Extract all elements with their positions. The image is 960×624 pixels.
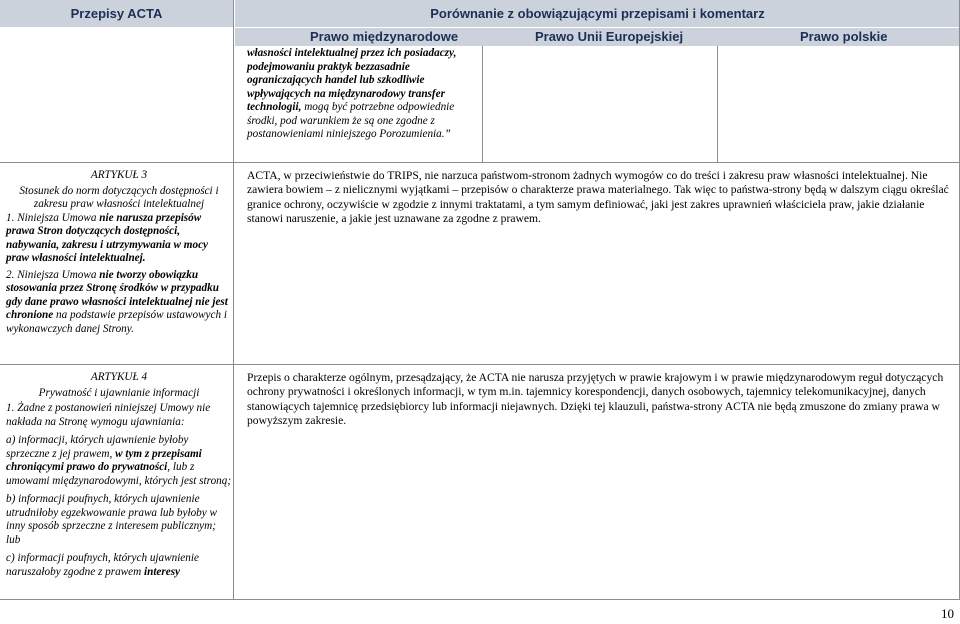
article-3-para-2-bold: nie tworzy obowiązku stosowania przez Stronę środków w przypadku gdy dane prawo własności intelektualnej nie jest chronione xyxy=(6,268,228,321)
grid-line xyxy=(717,46,718,162)
grid-line xyxy=(0,599,960,600)
header-left-title: Przepisy ACTA xyxy=(70,6,163,21)
article-4-para-1: 1. Żadne z postanowień niniejszej Umowy nie nakłada na Stronę wymogu ujawniania: xyxy=(6,402,211,428)
comment-article-4: Przepis o charakterze ogólnym, przesądzający, że ACTA nie narusza przyjętych w prawie krajowym i w prawie międzynarodowym reguł dotyczących ochrony prywatności i określonych informacji, w tym m.in. tajemnicy korespondencji, danych osobowych, tajemnicy telekomunikacyjnej, danych stanowiących tajemnicę przedsiębiorcy lub informacji niejawnych. Dzięki tej klauzuli, państwa-strony ACTA nie będą zmuszone do zmiany prawa w powyższym zakresie. xyxy=(247,371,944,428)
article-3-heading: ARTYKUŁ 3 xyxy=(90,169,148,181)
top-fragment-plain: mogą być potrzebne odpowiednie środki, pod warunkiem że są one zgodne z postanowieniami niniejszego Porozumienia.” xyxy=(247,101,455,140)
article-4-subtitle: Prywatność i ujawnianie informacji xyxy=(38,386,200,399)
col-eu-label: Prawo Unii Europejskiej xyxy=(535,29,684,44)
article-3 xyxy=(6,169,232,336)
article-4 xyxy=(6,371,232,579)
article-3-para-2 xyxy=(6,269,232,337)
grid-line xyxy=(482,46,483,162)
article-4-item-c-bold: interesy xyxy=(143,565,181,578)
article-4-item-a-bold: w tym z przepisami chroniącymi prawo do prywatności xyxy=(6,447,202,473)
article-3-para-2-num: 2. Niniejsza Umowa xyxy=(6,268,100,281)
article-3-para-1-num: 1. Niniejsza Umowa xyxy=(6,211,100,224)
header-left xyxy=(0,0,233,27)
grid-line xyxy=(0,364,960,365)
article-3-para-1 xyxy=(6,212,232,266)
article-3-para-1-bold: nie narusza przepisów prawa Stron dotyczących dostępności, nabywania, zakresu i utrzymywania w mocy praw własności intelektualnej. xyxy=(6,211,209,264)
col-intl-label: Prawo międzynarodowe xyxy=(310,29,459,44)
page-number: 10 xyxy=(941,606,954,621)
top-fragment-bold: własności intelektualnej przez ich posiadaczy, podejmowaniu praktyk bezzasadnie ograniczających handel lub szkodliwie wpływających na międzynarodowy transfer technologii, xyxy=(247,47,457,113)
header-right-title: Porównanie z obowiązującymi przepisami i komentarz xyxy=(430,6,765,21)
col-pl-label: Prawo polskie xyxy=(800,29,888,44)
grid-line xyxy=(233,0,234,600)
article-4-item-b: b) informacji poufnych, których ujawnienie utrudniłoby egzekwowanie prawa lub byłoby w inny sposób sprzeczne z interesem publicznym; lub xyxy=(6,493,217,546)
top-fragment xyxy=(247,47,477,142)
comment-article-3: ACTA, w przeciwieństwie do TRIPS, nie narzuca państwom-stronom żadnych wymogów co do treści i zakresu praw własności intelektualnej. Nie zawiera bowiem – z nielicznymi wyjątkami – przepisów o charakterze prawa materialnego. Tak więc to państwa-strony będą w dalszym ciągu określać granice ochrony, oczywiście w zgodzie z innymi traktatami, a tym samym definiować, jaki jest zakres uprawnień właściciela praw, jakie działanie stanowi naruszenie, a jakie jest uznawane za zgodne z prawem. xyxy=(247,169,949,226)
header-right xyxy=(235,0,960,27)
article-4-item-c xyxy=(6,552,232,579)
article-4-item-a-pre: a) informacji, których ujawnienie byłoby sprzeczne z jej prawem, xyxy=(6,434,189,460)
article-3-subtitle: Stosunek do norm dotyczących dostępności i zakresu praw własności intelektualnej xyxy=(19,184,219,210)
grid-line xyxy=(0,162,960,163)
article-3-para-2-rest: na podstawie przepisów ustawowych i wykonawczych danej Strony. xyxy=(6,309,227,335)
article-4-heading: ARTYKUŁ 4 xyxy=(90,371,148,383)
article-4-item-c-pre: c) informacji poufnych, których ujawnienie naruszałoby zgodne z prawem xyxy=(6,552,199,578)
article-4-item-a xyxy=(6,434,232,488)
header-subcolumns xyxy=(235,28,960,46)
article-4-item-a-post: , lub z umowami międzynarodowymi, których jest stroną; xyxy=(6,461,232,487)
